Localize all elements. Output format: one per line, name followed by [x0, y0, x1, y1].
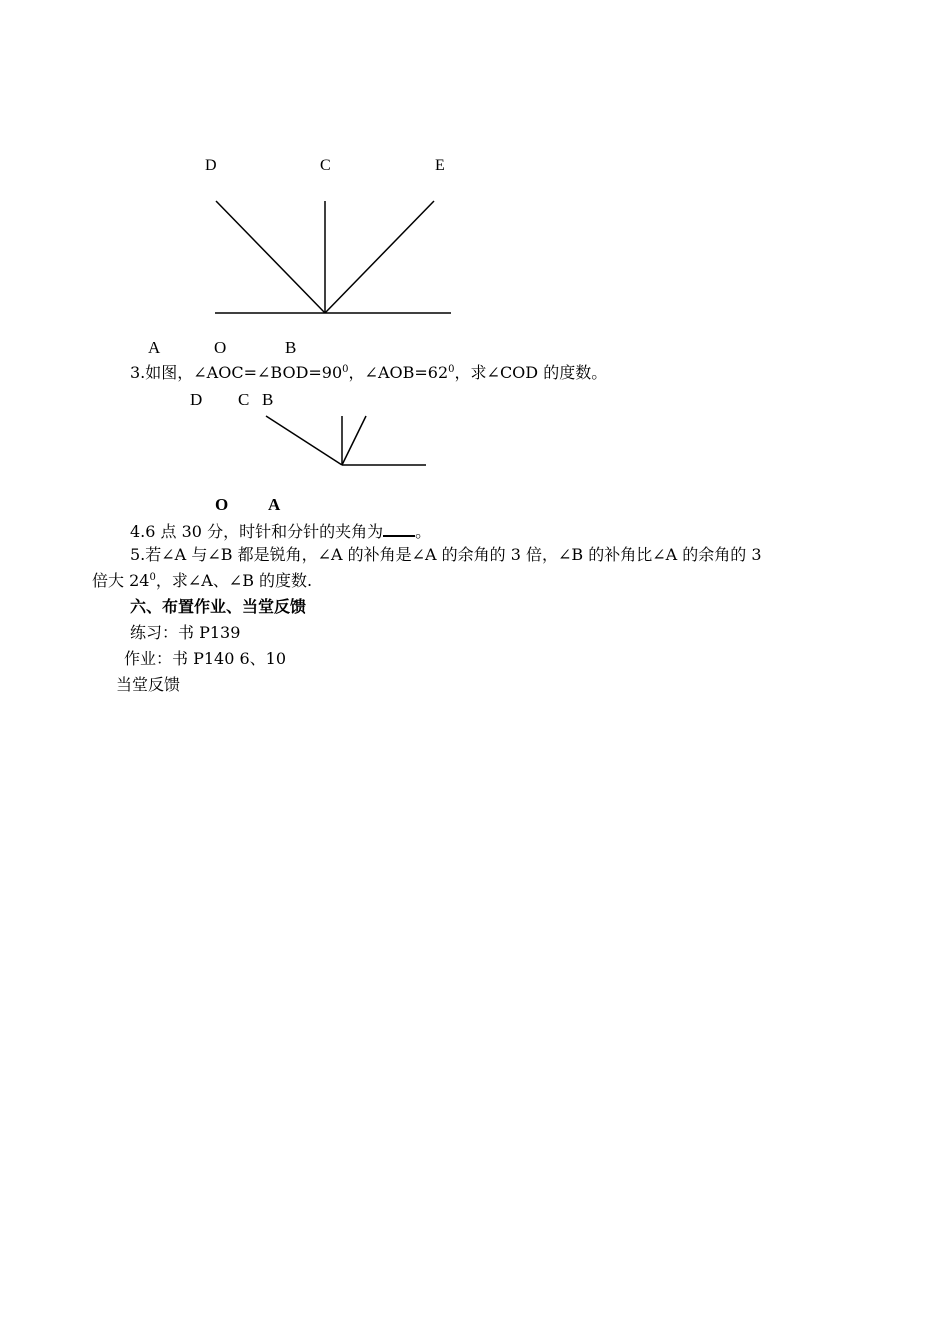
label-o-2: O: [215, 495, 229, 514]
label-e: E: [435, 157, 445, 174]
question-5-line-2: 倍大 $24^0$，求∠A、∠B 的度数.: [92, 571, 313, 590]
line-od-2: [266, 416, 342, 465]
question-3: 3.如图，$\angle AOC=\angle BOD=90^0$，$\angle AOB=62^0$，求∠COD 的度数。: [130, 363, 608, 382]
label-b-2: B: [262, 390, 274, 409]
line-od: [216, 201, 325, 313]
label-d: D: [205, 157, 217, 174]
section-6-heading: 六、布置作业、当堂反馈: [130, 597, 307, 616]
homework-line: 作业：书 P140 6、10: [124, 649, 287, 668]
practice-line: 练习：书 P139: [130, 623, 241, 642]
feedback-line: 当堂反馈: [116, 675, 181, 694]
line-ob-2: [342, 416, 366, 465]
question-5-line-1: 5.若∠A 与∠B 都是锐角，∠A 的补角是∠A 的余角的 3 倍，∠B 的补角比∠A 的余角的 3: [130, 545, 762, 564]
label-c: C: [320, 157, 331, 174]
label-a-2: A: [268, 495, 281, 514]
label-a: A: [148, 338, 161, 357]
label-d-2: D: [190, 390, 203, 409]
label-c-2: C: [238, 390, 250, 409]
answer-blank: [383, 521, 415, 537]
label-b: B: [285, 338, 297, 357]
question-4: 4.6 点 30 分，时针和分针的夹角为 。: [130, 522, 432, 541]
line-oe: [325, 201, 434, 313]
label-o: O: [214, 338, 227, 357]
